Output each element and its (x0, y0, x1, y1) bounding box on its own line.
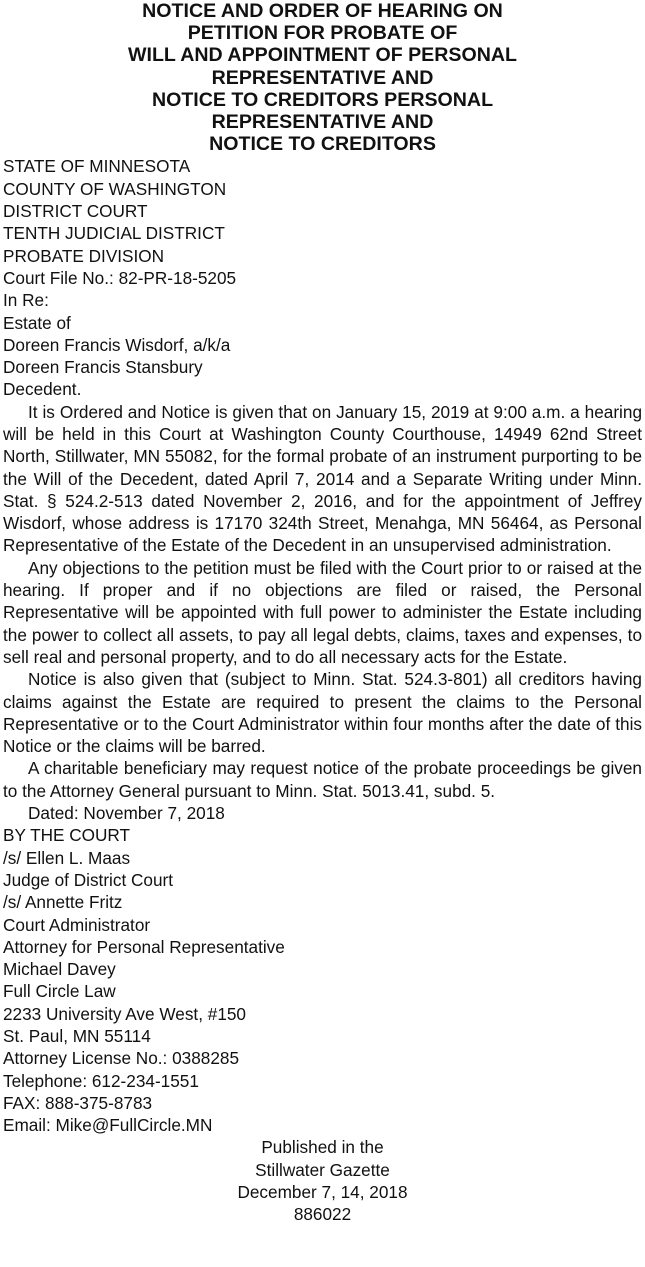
signature-line: /s/ Annette Fritz (3, 892, 123, 913)
footer-line: Stillwater Gazette (255, 1159, 390, 1180)
caption-line-estate: Estate of (3, 312, 71, 333)
decedent-name: Doreen Francis Wisdorf, a/k/a (3, 334, 231, 355)
attorney-line: St. Paul, MN 55114 (3, 1026, 151, 1046)
signature-line: Judge of District Court (3, 869, 174, 890)
dated-line: Dated: November 7, 2018 (28, 803, 225, 824)
caption-line-county: COUNTY OF WASHINGTON (3, 178, 227, 199)
title-line: WILL AND APPOINTMENT OF PERSONAL (128, 44, 517, 67)
hearing-paragraph: It is Ordered and Notice is given that on January 15, 2019 at 9:00 a.m. a hearing will be held in this Court at Washington County Courthouse, 14949 62nd Street North, Stillwater, MN 55082, for the formal probate of an instrument purporting to be the Will of the Decedent, dated April 7, 2014 and a Separate Writing under Minn. Stat. § 524.2-513 dated November 2, 2016, and for the appointment of Jeffrey Wisdorf, whose address is 17170 324th Street, Menahga, MN 56464, as Personal Representative of the Estate of the Decedent in an unsupervised administration. (3, 401, 642, 556)
caption-line-decedent: Decedent. (3, 379, 82, 400)
court-file-number: Court File No.: 82-PR-18-5205 (3, 267, 237, 288)
attorney-line: Attorney for Personal Representative (3, 936, 285, 957)
charitable-paragraph: A charitable beneficiary may request notice of the probate proceedings be given to the Attorney General pursuant to Minn. Stat. 5013.41, subd. 5. (3, 758, 642, 801)
title-line: NOTICE TO CREDITORS PERSONAL (151, 88, 494, 111)
case-caption (3, 155, 642, 400)
attorney-email: Email: Mike@FullCircle.MN (3, 1115, 213, 1136)
attorney-line: Michael Davey (3, 959, 116, 980)
title-line: REPRESENTATIVE AND (211, 66, 434, 89)
attorney-line: Full Circle Law (3, 981, 116, 1002)
caption-line-court: DISTRICT COURT (3, 201, 148, 222)
title-line: NOTICE TO CREDITORS (209, 133, 436, 156)
attorney-line: Telephone: 612-234-1551 (3, 1070, 199, 1091)
attorney-line: FAX: 888-375-8783 (3, 1092, 153, 1113)
attorney-line: Attorney License No.: 0388285 (3, 1048, 240, 1069)
caption-line-state: STATE OF MINNESOTA (3, 156, 191, 177)
signature-block (3, 802, 642, 1136)
title-line: NOTICE AND ORDER OF HEARING ON (142, 0, 503, 22)
caption-line-in-re: In Re: (3, 290, 49, 311)
creditors-paragraph: Notice is also given that (subject to Minn. Stat. 524.3-801) all creditors having claims against the Estate are required to present the claims to the Personal Representative or to the Court Administrator within four months after the date of this Notice or the claims will be barred. (3, 669, 642, 757)
objections-paragraph: Any objections to the petition must be filed with the Court prior to or raised at the hearing. If proper and if no objections are filed or raised, the Personal Representative will be appointed with full power to administer the Estate including the power to collect all assets, to pay all legal debts, claims, taxes and expenses, to sell real and personal property, and to do all necessary acts for the Estate. (3, 557, 642, 667)
footer-line: December 7, 14, 2018 (237, 1182, 408, 1203)
title-line: PETITION FOR PROBATE OF (187, 22, 458, 45)
decedent-alias: Doreen Francis Stansbury (3, 357, 203, 378)
signature-line: BY THE COURT (3, 825, 131, 846)
signature-line: /s/ Ellen L. Maas (3, 847, 131, 868)
notice-title (3, 0, 642, 155)
attorney-line: 2233 University Ave West, #150 (3, 1003, 246, 1024)
title-line: REPRESENTATIVE AND (211, 111, 434, 134)
footer-line: 886022 (293, 1204, 352, 1225)
caption-line-district: TENTH JUDICIAL DISTRICT (3, 223, 225, 244)
signature-line: Court Administrator (3, 914, 151, 935)
publication-footer (3, 1136, 642, 1225)
footer-line: Published in the (261, 1137, 384, 1158)
caption-line-division: PROBATE DIVISION (3, 245, 165, 266)
